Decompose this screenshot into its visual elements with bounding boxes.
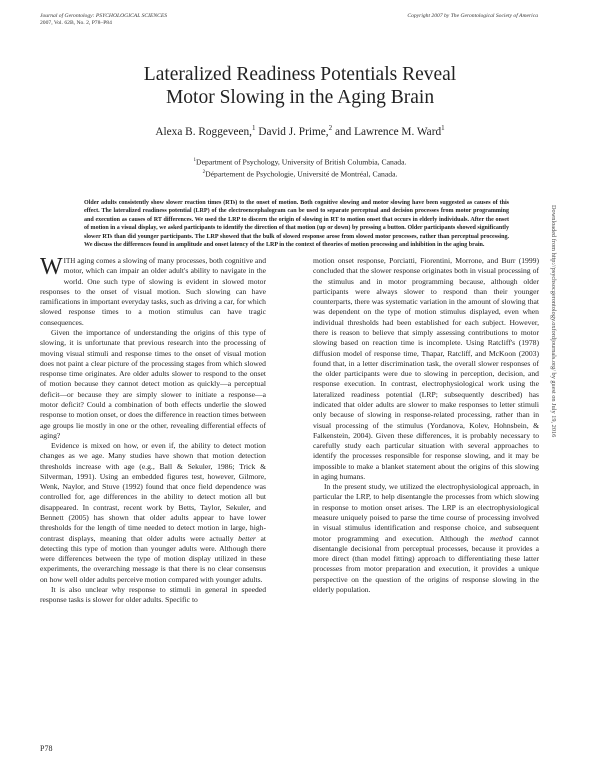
affiliation-1-text: Department of Psychology, University of British Columbia, Canada.: [196, 157, 407, 167]
affiliation-2-mark: 2: [202, 169, 206, 175]
download-watermark: [545, 205, 565, 565]
paragraph-text: In the present study, we utilized the electrophysiological approach, in particular the LRP, to help disentangle the processes from which slowing in response to motion onset arises. The LRP is an electrophysiological measure uniquely poised to parse the time course of processing involved in visual stimulus identification and response choice, and subsequent motor programming and execution. Although the: [313, 482, 539, 543]
abstract: Older adults consistently show slower reaction times (RTs) to the onset of motion. Both cognitive slowing and motor slowing have been suggested as causes of this effect. The lateralized readiness potential (LRP) of the electroencephalogram can be used to separate perceptual and decision processes from motor programming and execution as causes of RT differences. We used the LRP to discern the origin of slowing in RT to motion onset that occurs in elderly individuals. After the onset of motion in a visual display, we asked participants to identify the direction of that motion (up or down) by pressing a button. Older participants showed significantly slower RTs than did younger participants. The LRP showed that the bulk of slowed response arose from slowed motor processes, rather than perceptual processing. We discuss the differences found in amplitude and onset latency of the LRP in the context of theories of motion processing and inhibition in the aging brain.: [84, 200, 509, 249]
author-3: and Lawrence M. Ward: [332, 125, 442, 138]
emphasis: better: [238, 533, 256, 543]
body-paragraph: [40, 441, 266, 585]
article-title: [40, 63, 560, 109]
author-1: Alexa B. Roggeveen,: [155, 125, 252, 138]
author-1-affil-mark: 1: [252, 124, 256, 132]
affiliation-1: [40, 156, 560, 168]
journal-header: [40, 13, 167, 27]
paragraph-text: cannot disentangle decisional from perceptual processes, because it provides a more direct (than model fitting) approach to differentiating these latter processes from motor preparation and execution, it provides a unique perspective on the question of the origins of response slowing in the elderly population.: [313, 533, 539, 594]
paragraph-text: at detecting this type of motion than younger adults were. Although there were differences between the type of motion display utilized in these experiments, the overarching message is that there is no clear consensus on how well older adults perceive motion compared with younger adults.: [40, 533, 266, 584]
affiliations: [40, 156, 560, 179]
emphasis: method: [490, 533, 513, 543]
body-paragraph: Given the importance of understanding the origins of this type of slowing, it is unfortunate that previous research into the processing of moving visual stimuli and response times to the onset of visual motion does not paint a clear picture of the processing stages from which slowed response time originates. Are older adults slower to respond to the onset of motion because they cannot detect motion as quickly—a perceptual deficit—or because they are simply slower to initiate a response—a motor deficit? Could a combination of both effects underlie the slowed response to motion onset, or does the difference in reaction times between age groups lie mostly in one or the other, revealing differential effects of aging?: [40, 327, 266, 440]
body-paragraph: [313, 482, 539, 595]
download-watermark-text: Downloaded from http://psychsocgerontology.oxfordjournals.org/ by guest on July 19, 2016: [550, 205, 557, 438]
page-number: P78: [40, 744, 53, 753]
affiliation-2: [40, 168, 560, 180]
author-3-affil-mark: 1: [441, 124, 445, 132]
paragraph-text: Evidence is mixed on how, or even if, the ability to detect motion changes as we age. Many studies have shown that motion detection thresholds increase with age (e.g., Ball & Sekuler, 1986; Trick & Silverman, 1991). Using an embedded figures test, however, Gilmore, Wenk, Naylor, and Stuve (1992) found that once field dependence was controlled for, age differences in the ability to detect motion all but disappeared. In contrast, recent work by Betts, Taylor, Sekuler, and Bennett (2005) has shown that older adults appear to have lower thresholds for the length of time needed to detect motion in large, high-contrast displays, meaning that older adults were actually: [40, 441, 266, 543]
copyright-notice: Copyright 2007 by The Gerontological Society of America: [407, 13, 538, 19]
lead-small-caps: ITH: [63, 257, 76, 265]
title-line-2: Motor Slowing in the Aging Brain: [165, 87, 435, 108]
drop-cap: W: [40, 254, 63, 280]
affiliation-2-text: Département de Psychologie, Université de Montréal, Canada.: [205, 169, 398, 179]
author-list: [40, 124, 560, 138]
paragraph-text: aging comes a slowing of many processes, both cognitive and motor, which can impair an older adult's ability to navigate in the world. One such type of slowing is evident in slowed motor responses to the onset of visual motion. Such slowing can have ramifications in important everyday tasks, such as driving a car, for which slowed response times to a motion stimulus can have tragic consequences.: [40, 256, 266, 327]
body-paragraph: motion onset response, Porciatti, Fiorentini, Morrone, and Burr (1999) concluded that the slower response originates both in visual processing of the stimulus and in motor programming because, although older participants were always slower to respond than their younger counterparts, there was systematic variation in the amount of slowing that was dependent on the type of motion stimulus displayed, even when individual thresholds had been established for each subject. However, there is reason to believe that simply assessing contributions to motor slowing based on reaction time is incomplete. Using Ratcliff's (1978) diffusion model of response time, Thapar, Ratcliff, and McKoon (2003) found that, in a letter discrimination task, the overall slower responses of the older participants were due to slowing in perception, decision, and response execution. In contrast, electrophysiological work using the lateralized readiness potential (LRP; subsequently described) has indicated that older adults are slower to make responses to letter stimuli only because of slowing in response-related processing, rather than in visual processing of the stimulus (Yordanova, Kolev, Hohnsbein, & Falkenstein, 2004). Given these differences, it is probably necessary to carefully study each particular situation with several approaches to identify the processes responsible for response slowing, and it may be impossible to make a blanket statement about the origins of this slowing in aging humans.: [313, 256, 539, 481]
body-column-left: [40, 256, 266, 606]
body-paragraph: [40, 256, 266, 328]
journal-volume: 2007, Vol. 62B, No. 2, P78–P84: [40, 20, 112, 26]
body-column-right: [313, 256, 539, 595]
affiliation-1-mark: 1: [193, 158, 197, 163]
author-2: David J. Prime,: [255, 125, 329, 138]
author-2-affil-mark: 2: [328, 124, 333, 132]
body-paragraph: It is also unclear why response to stimuli in general in speeded response tasks is slower for older adults. Specific to: [40, 585, 266, 605]
journal-name: Journal of Gerontology: PSYCHOLOGICAL SCIENCES: [40, 13, 168, 19]
title-line-1: Lateralized Readiness Potentials Reveal: [143, 64, 457, 85]
